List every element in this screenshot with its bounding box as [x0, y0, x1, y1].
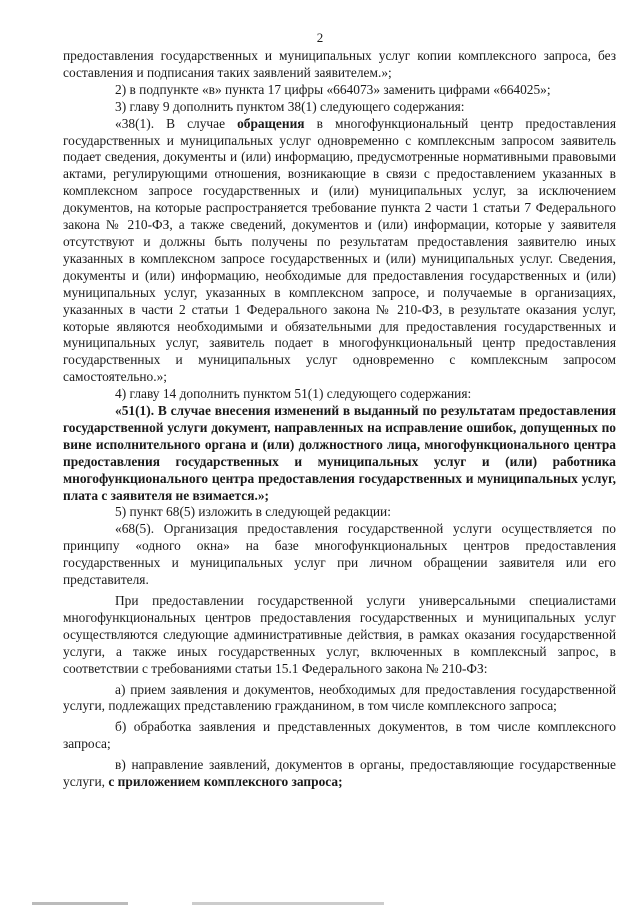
paragraph-subitem-a: а) прием заявления и документов, необходимых для предоставления государственной услуги, подлежащих представлению гражданином, в том числе комплексного запроса; — [63, 681, 616, 714]
paragraph-item-5: 5) пункт 68(5) изложить в следующей редакции: — [115, 504, 391, 520]
paragraph-68-5: «68(5). Организация предоставления государственной услуги осуществляется по принципу «одного окна» на базе многофункциональных центров предоставления государственных и муниципальных услуг при личном обращении заявителя или его представителя. — [63, 521, 616, 588]
paragraph-item-4: 4) главу 14 дополнить пунктом 51(1) следующего содержания: — [115, 386, 472, 402]
paragraph-item-3: 3) главу 9 дополнить пунктом 38(1) следующего содержания: — [115, 98, 465, 114]
paragraph-subitem-b: б) обработка заявления и представленных документов, в том числе комплексного запроса; — [63, 719, 616, 752]
document-body — [63, 48, 616, 791]
paragraph-continuation: предоставления государственных и муниципальных услуг копии комплексного запроса, без составления и подписания таких заявлений заявителем.»; — [63, 48, 616, 80]
paragraph-38-1-rest: в многофункциональный центр предоставления государственных и муниципальных услуг одновременно с комплексным запросом заявитель подает сведения, документы и (или) информацию, предусмотренные нормативными правовыми актами, регулирующими отношения, возникающие в связи с предоставлением указанных в комплексном запросе государственных и (или) муниципальных услуг, за исключением документов, на которые распространяется требование пункта 2 части 1 статьи 7 Федерального закона № 210-ФЗ, а также сведений, документов и (или) информации, которые у заявителя отсутствуют и должны быть получены по результатам предоставления заявителю иных указанных в комплексном запросе государственных и (или) муниципальных услуг. Сведения, документы и (или) информацию, необходимые для предоставления государственных и (или) муниципальных услуг, указанных в комплексном запросе, и получаемые в организациях, указанных в части 2 статьи 1 Федерального закона № 210-ФЗ, в результате оказания услуг, которые являются необходимыми и обязательными для предоставления государственных и муниципальных услуг, заявитель подает в многофункциональный центр предоставления государственных и муниципальных услуг одновременно с комплексным запросом самостоятельно.»; — [63, 115, 616, 385]
page-number: 2 — [316, 30, 324, 45]
paragraph-item-2: 2) в подпункте «в» пункта 17 цифры «664073» заменить цифрами «664025»; — [115, 81, 551, 97]
paragraph-subitem-v — [63, 757, 616, 791]
paragraph-38-1 — [63, 116, 616, 387]
paragraph-actions-intro: При предоставлении государственной услуги универсальными специалистами многофункциональных центров предоставления государственных и муниципальных услуг осуществляются следующие административные действия, в рамках оказания государственной услуги, а также иных государственных услуг, включенных в комплексный запрос, в соответствии с требованиями статьи 15.1 Федерального закона № 210-ФЗ: — [63, 593, 616, 676]
paragraph-38-1-bold: обращения — [237, 115, 305, 131]
paragraph-subitem-v-bold: с приложением комплексного запроса; — [108, 774, 343, 790]
paragraph-subitem-v-start: в) направление заявлений, документов в органы, предоставляющие государственные услуги, — [63, 757, 616, 790]
paragraph-38-1-start: «38(1). В случае — [115, 115, 238, 131]
paragraph-51-1: «51(1). В случае внесения изменений в выданный по результатам предоставления государственной услуги документ, направленных на исправление ошибок, допущенных по вине исполнительного органа и (или) должностного лица, многофункционального центра предоставления государственных и муниципальных услуг и (или) работника многофункционального центра предоставления государственных и муниципальных услуг, плата с заявителя не взимается.»; — [63, 403, 616, 503]
